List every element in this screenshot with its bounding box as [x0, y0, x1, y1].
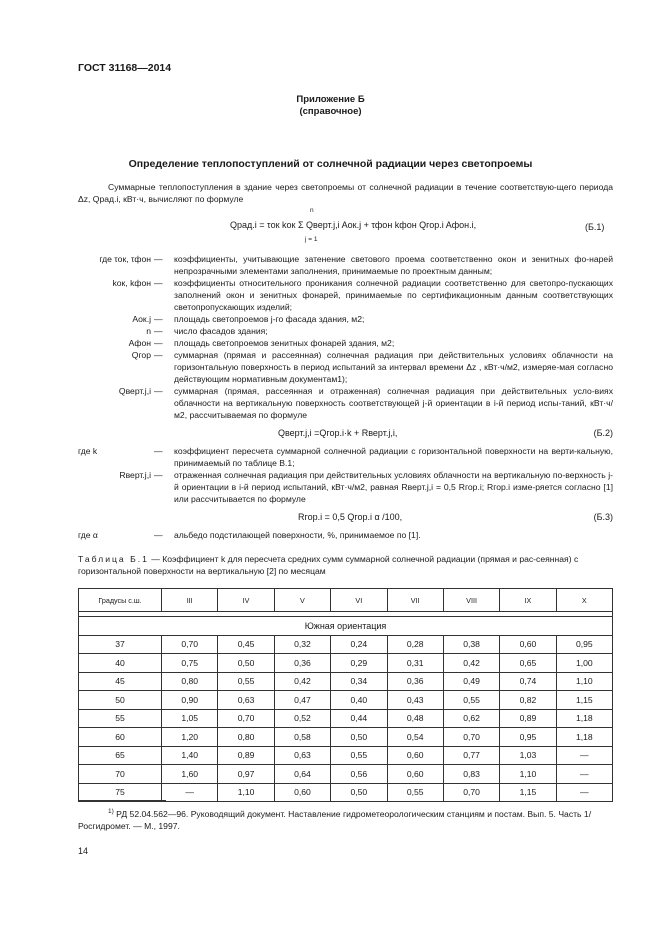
column-header: Градусы с.ш. [79, 589, 162, 612]
coefficient-cell: 0,56 [331, 765, 387, 784]
coefficient-cell: 0,48 [387, 709, 443, 728]
coefficient-cell: 1,10 [556, 672, 612, 691]
formula-b3 [78, 511, 613, 523]
definition-row [78, 325, 613, 337]
coefficient-cell: 1,40 [162, 746, 218, 765]
section-title: Определение теплопоступлений от солнечной радиации через светопроемы [128, 158, 533, 170]
coefficient-cell: 0,43 [387, 691, 443, 710]
footnote-text: РД 52.04.562—96. Руководящий документ. Наставление гидрометеорологическим станциям и постам. Вып. 5. Часть 1/Росгидромет. — М., 1997. [78, 808, 592, 831]
definition-text: коэффициенты, учитывающие затенение светового проема соответственно окон и зенитных фо-нарей непрозрачными элементами заполнения, принимаемые по проектным данным; [174, 254, 613, 276]
orientation-subheader: Южная ориентация [79, 617, 613, 636]
coefficient-cell: 1,18 [556, 728, 612, 747]
table-row [79, 691, 613, 710]
sum-upper-limit: n [310, 207, 314, 214]
definition-dash: — [154, 254, 163, 264]
coefficient-cell: 0,24 [331, 635, 387, 654]
coefficient-cell: 0,82 [500, 691, 556, 710]
definition-dash: — [154, 470, 163, 480]
table-row [79, 635, 613, 654]
table-caption-text: — Коэффициент k для пересчета средних сумм суммарной солнечной радиации (прямая и рас-сеянная) с горизонтальной поверхности на вертикальную [2] по месяцам [78, 554, 579, 576]
definition-symbol: где α [78, 530, 98, 540]
definition-dash: — [154, 338, 163, 348]
coefficient-cell: 0,55 [443, 691, 499, 710]
table-header-row [79, 589, 613, 612]
coefficient-cell: 0,75 [162, 654, 218, 673]
definition-row [78, 277, 613, 313]
coefficient-cell: 0,50 [331, 728, 387, 747]
coefficient-cell: 0,65 [500, 654, 556, 673]
definition-symbol: Rверт.j,i [119, 470, 151, 480]
coefficient-cell: 1,10 [218, 783, 274, 802]
definition-row [78, 349, 613, 385]
latitude-cell: 75 [79, 783, 162, 802]
coefficient-cell: 0,70 [443, 728, 499, 747]
coefficient-cell: — [556, 746, 612, 765]
coefficient-cell: 0,60 [274, 783, 330, 802]
coefficient-cell: 0,64 [274, 765, 330, 784]
coefficient-cell: 0,77 [443, 746, 499, 765]
definition-text: отраженная солнечная радиация при действительных условиях облачности на вертикальную по-верхность j-й ориентации в i-й период испытаний, кВт·ч/м2, равная Rверт.j,i = 0,5 Rгор.i; Rгор.i изме-ряется согласно [1] или рассчитывается по формуле [174, 470, 613, 504]
table-row [79, 709, 613, 728]
definition-text: суммарная (прямая и рассеянная) солнечная радиация при действительных условиях облачности на горизонтальную поверхность в период испытаний за интервал времени Δz , кВт·ч/м2, измеряе-мая согласно действующим нормативным документам1); [174, 350, 613, 384]
document-header: ГОСТ 31168—2014 [78, 62, 172, 74]
coefficient-cell: 0,62 [443, 709, 499, 728]
table-row [79, 728, 613, 747]
coefficient-table [78, 588, 613, 802]
coefficient-cell: 0,55 [387, 783, 443, 802]
column-header: VIII [443, 589, 499, 612]
intro-paragraph: Суммарные теплопоступления в здание через светопроемы от солнечной радиации в течение соответствую-щего периода Δz, Qрад.i, кВт·ч, вычисляют по формуле [78, 182, 613, 204]
definition-row [78, 445, 613, 469]
definition-symbol: Aок.j [132, 314, 151, 324]
coefficient-cell: 0,63 [218, 691, 274, 710]
column-header: IX [500, 589, 556, 612]
sum-lower-limit: j = 1 [305, 236, 318, 243]
coefficient-cell: 0,28 [387, 635, 443, 654]
coefficient-cell: 0,60 [500, 635, 556, 654]
appendix-heading [0, 94, 661, 118]
definition-symbol: Aфон [128, 338, 151, 348]
coefficient-cell: 0,44 [331, 709, 387, 728]
coefficient-cell: 0,47 [274, 691, 330, 710]
definition-dash: — [154, 446, 163, 456]
table-caption [78, 553, 613, 577]
definition-row [78, 253, 613, 277]
coefficient-cell: 0,74 [500, 672, 556, 691]
coefficient-cell: 1,05 [162, 709, 218, 728]
latitude-cell: 70 [79, 765, 162, 784]
coefficient-cell: 0,31 [387, 654, 443, 673]
table-subheader-row [79, 617, 613, 636]
column-header: III [162, 589, 218, 612]
coefficient-cell: 0,40 [331, 691, 387, 710]
coefficient-cell: 0,50 [331, 783, 387, 802]
formula-b2-number: (Б.2) [593, 428, 613, 438]
column-header: IV [218, 589, 274, 612]
coefficient-cell: 1,10 [500, 765, 556, 784]
formula-b2 [78, 427, 613, 439]
definition-text: суммарная (прямая, рассеянная и отраженная) солнечная радиация при действительных усло-виях облачности на вертикальную поверхность соответствующей j-й ориентации в i-й период испы-таний, кВт·ч/м2, рассчитываемая по формуле [174, 386, 613, 420]
formula-b3-text: Rгор.i = 0,5 Qгор.i α /100, [298, 512, 403, 522]
definition-text: альбедо подстилающей поверхности, %, принимаемое по [1]. [174, 530, 421, 540]
definition-dash: — [154, 278, 163, 288]
coefficient-cell: 1,60 [162, 765, 218, 784]
coefficient-cell: 0,97 [218, 765, 274, 784]
table-row [79, 746, 613, 765]
formula-b1-number: (Б.1) [585, 222, 605, 232]
coefficient-cell: 0,80 [218, 728, 274, 747]
table-row [79, 765, 613, 784]
latitude-cell: 60 [79, 728, 162, 747]
definitions-block [78, 253, 613, 541]
footnote [78, 806, 613, 832]
coefficient-cell: 0,29 [331, 654, 387, 673]
coefficient-cell: 0,63 [274, 746, 330, 765]
definition-dash: — [154, 350, 163, 360]
coefficient-cell: 1,15 [500, 783, 556, 802]
latitude-cell: 37 [79, 635, 162, 654]
coefficient-cell: 0,70 [443, 783, 499, 802]
coefficient-cell: — [556, 783, 612, 802]
definition-symbol: kок, kфон [112, 278, 151, 288]
coefficient-cell: 0,34 [331, 672, 387, 691]
column-header: V [274, 589, 330, 612]
definition-text: площадь светопроемов зенитных фонарей здания, м2; [174, 338, 395, 348]
coefficient-cell: 0,50 [218, 654, 274, 673]
column-header: X [556, 589, 612, 612]
page-number: 14 [78, 846, 89, 856]
footnote-separator [78, 800, 166, 801]
table-row [79, 672, 613, 691]
coefficient-cell: 0,60 [387, 746, 443, 765]
table-row [79, 783, 613, 802]
coefficient-cell: 0,70 [218, 709, 274, 728]
footnote-mark: 1) [108, 808, 114, 815]
latitude-cell: 65 [79, 746, 162, 765]
definition-text: коэффициент пересчета суммарной солнечной радиации с горизонтальной поверхности на верти-кальную, принимаемый по таблице В.1; [174, 446, 613, 468]
definition-dash: — [154, 386, 163, 396]
definition-row [78, 313, 613, 325]
formula-b3-number: (Б.3) [593, 512, 613, 522]
formula-b2-text: Qверт.j,i =Qгор.i·k + Rверт.j,i, [278, 428, 398, 438]
column-header: VI [331, 589, 387, 612]
definition-row [78, 385, 613, 421]
coefficient-cell: 1,00 [556, 654, 612, 673]
coefficient-cell: 0,32 [274, 635, 330, 654]
coefficient-cell: 0,42 [443, 654, 499, 673]
coefficient-cell: — [556, 765, 612, 784]
latitude-cell: 50 [79, 691, 162, 710]
coefficient-cell: 0,89 [218, 746, 274, 765]
latitude-cell: 45 [79, 672, 162, 691]
appendix-kind: (справочное) [299, 106, 362, 117]
definition-text: площадь светопроемов j-го фасада здания, м2; [174, 314, 365, 324]
latitude-cell: 55 [79, 709, 162, 728]
coefficient-cell: 1,20 [162, 728, 218, 747]
formula-b1-text: Qрад.i = τок kок Σ Qверт.j,i Aок.j + τфон kфон Qгор.i Aфон.i, [230, 220, 477, 230]
coefficient-cell: 0,70 [162, 635, 218, 654]
coefficient-cell: 0,49 [443, 672, 499, 691]
coefficient-cell: 0,52 [274, 709, 330, 728]
coefficient-cell: 0,55 [218, 672, 274, 691]
definition-symbol: n [146, 326, 151, 336]
coefficient-cell: 0,45 [218, 635, 274, 654]
coefficient-cell: 0,58 [274, 728, 330, 747]
coefficient-cell: 0,36 [387, 672, 443, 691]
definition-dash: — [154, 326, 163, 336]
coefficient-cell: 0,38 [443, 635, 499, 654]
coefficient-cell: 0,95 [500, 728, 556, 747]
coefficient-cell: 0,54 [387, 728, 443, 747]
coefficient-cell: 0,36 [274, 654, 330, 673]
coefficient-cell: 0,80 [162, 672, 218, 691]
coefficient-cell: 0,95 [556, 635, 612, 654]
definition-symbol: где k [78, 446, 98, 456]
coefficient-cell: 1,15 [556, 691, 612, 710]
coefficient-cell: 0,90 [162, 691, 218, 710]
definition-symbol: Qгор [131, 350, 151, 360]
definition-dash: — [154, 530, 163, 540]
coefficient-cell: 0,60 [387, 765, 443, 784]
latitude-cell: 40 [79, 654, 162, 673]
coefficient-cell: 0,42 [274, 672, 330, 691]
table-row [79, 654, 613, 673]
formula-b1 [230, 220, 476, 230]
definition-symbol: Qверт.j,i [118, 386, 151, 396]
coefficient-cell: 0,89 [500, 709, 556, 728]
coefficient-cell: 0,55 [331, 746, 387, 765]
definition-symbol: где τок, τфон [99, 254, 151, 264]
definition-row [78, 337, 613, 349]
appendix-name: Приложение Б [296, 94, 365, 105]
definition-dash: — [154, 314, 163, 324]
coefficient-cell: 0,83 [443, 765, 499, 784]
definition-text: число фасадов здания; [174, 326, 268, 336]
coefficient-cell: — [162, 783, 218, 802]
column-header: VII [387, 589, 443, 612]
definition-row [78, 529, 613, 541]
coefficient-cell: 1,18 [556, 709, 612, 728]
table-label: Таблица Б.1 [78, 554, 149, 564]
definition-text: коэффициенты относительного проникания солнечной радиации соответственно для светопро-пускающих заполнений окон и зенитных фонарей, принимаемые по сертификационным данным соответствующих светопропускающих изделий; [174, 278, 613, 312]
definition-row [78, 469, 613, 505]
coefficient-cell: 1,03 [500, 746, 556, 765]
